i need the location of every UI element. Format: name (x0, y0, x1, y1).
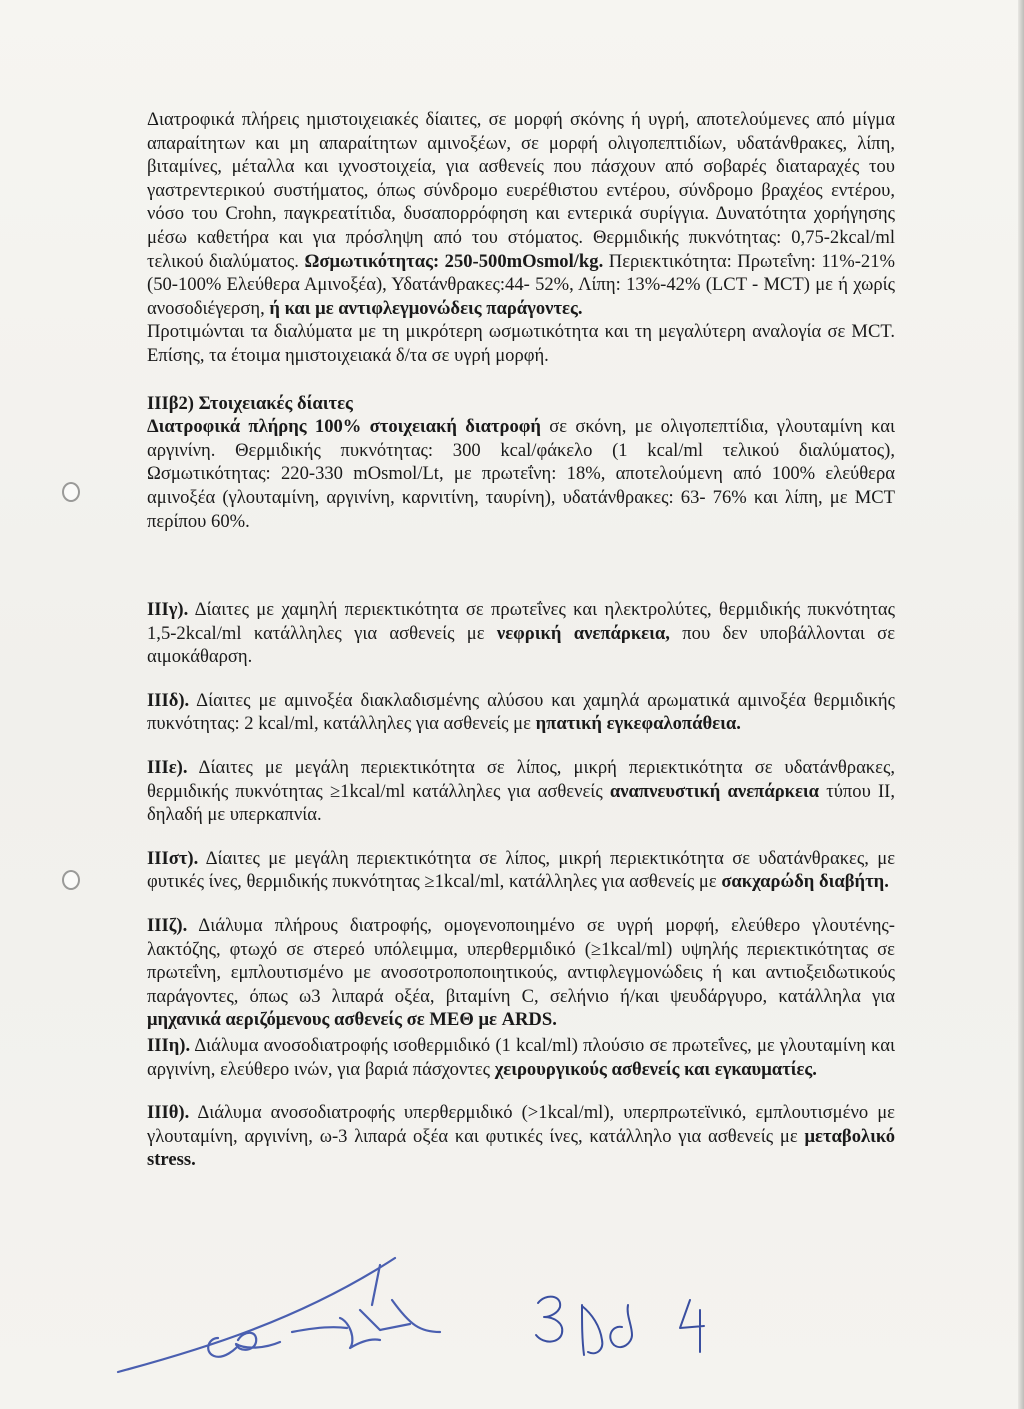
section-epsilon (147, 756, 895, 827)
paragraph-text: Διάλυμα ανοσοδιατροφής υπερθερμιδικό (>1kcal/ml), υπερπρωτεϊνικό, εμπλουτισμένο με γλουταμίνη, αργινίνη, ω-3 λιπαρά οξέα και φυτικές ίνες, κατάλληλο για ασθενείς με (147, 1102, 895, 1147)
elemental-bold: Διατροφικά πλήρης 100% στοιχειακή διατροφή (147, 416, 541, 438)
section-stigma (147, 847, 895, 894)
document-body-lower (147, 598, 895, 1192)
signature-stroke (372, 1265, 380, 1305)
paragraph-preference (147, 320, 895, 367)
diabetes-bold: σακχαρώδη διαβήτη. (721, 871, 889, 893)
signature-stroke (208, 1338, 236, 1357)
paragraph-text: Δίαιτες με μεγάλη περιεκτικότητα σε λίπος, μικρή περιεκτικότητα σε υδατάνθρακες, με φυτικές ίνες, θερμιδικής πυκνότητας ≥1kcal/ml, κατάλληλες για ασθενείς με (147, 847, 896, 893)
section-label: ΙΙΙστ). (147, 847, 199, 869)
section-delta (147, 689, 895, 736)
document-body (147, 108, 895, 553)
digit-4-mark (680, 1300, 704, 1352)
paragraph-text: που δεν υποβάλλονται σε αιμοκάθαρση. (147, 622, 896, 668)
respiratory-bold: αναπνευστική ανεπάρκεια (609, 780, 820, 802)
section-heading: ΙΙΙβ2) Στοιχειακές δίαιτες (147, 392, 353, 414)
paragraph-text: Διατροφικά πλήρεις ημιστοιχειακές δίαιτες, σε μορφή σκόνης ή υγρή, αποτελούμενες από μίγμα απαραίτητων και μη απαραίτητων αμινοξέων, σε μορφή ολιγοπεπτιδίων, υδατάνθρακες, λίπη, βιταμίνες, μέταλλα και ιχνοστοιχεία, για ασθενείς που πάσχουν από σοβαρές διαταραχές του γαστρεντερικού συστήματος, όπως σύνδρομο ευερέθιστου εντέρου, σύνδρομο βραχέος εντέρου, νόσο του Crohn, παγκρεατίτιδα, δυσαπορρόφηση και εντερικά συρίγγια. Δυνατότητα χορήγησης μέσω καθετήρα και για πρόσληψη από του στόματος. Θερμιδικής πυκνότητας: 0,75-2kcal/ml τελικού διαλύματος. (147, 109, 895, 272)
section-zeta (147, 914, 895, 1032)
paragraph-semi-elemental (147, 108, 895, 320)
signature-stroke (392, 1300, 440, 1332)
signature-stroke (236, 1333, 280, 1350)
letter-n-mark (582, 1305, 602, 1355)
digit-3-mark (536, 1297, 562, 1342)
punch-hole (62, 870, 80, 890)
letter-d-mark (610, 1305, 632, 1347)
paragraph-text: Δίαιτες με αμινοξέα διακλαδισμένης αλύσου και χαμηλά αρωματικά αμινοξέα θερμιδικής πυκνότητας: 2 kcal/ml, κατάλληλες για ασθενείς με (147, 689, 895, 735)
osmolality-bold: Ωσμωτικότητας: 250-500mOsmol/kg. (304, 250, 604, 272)
signature-stroke (360, 1310, 410, 1330)
paragraph-text: Προτιμώνται τα διαλύματα με τη μικρότερη ωσμωτικότητα και τη μεγαλύτερη αναλογία σε MCT. Επίσης, τα έτοιμα ημιστοιχειακά δ/τα σε υγρή μορφή. (147, 321, 895, 366)
metabolic-bold: μεταβολικό stress. (147, 1125, 895, 1171)
surgical-bold: χειρουργικούς ασθενείς και εγκαυματίες. (494, 1058, 817, 1080)
paragraph-text: Διάλυμα ανοσοδιατροφής ισοθερμιδικό (1 kcal/ml) πλούσιο σε πρωτεΐνες, με γλουταμίνη και αργινίνη, ελεύθερο ινών, για βαριά πάσχοντες (147, 1034, 895, 1080)
signature-stroke (118, 1258, 395, 1372)
paragraph-text: Δίαιτες με χαμηλή περιεκτικότητα σε πρωτεΐνες και ηλεκτρολύτες, θερμιδικής πυκνότητας 1,5-2kcal/ml κατάλληλες για ασθενείς με (147, 599, 895, 644)
section-label: ΙΙΙζ). (147, 914, 188, 936)
section-label: ΙΙΙη). (147, 1034, 191, 1056)
handwritten-page-mark (536, 1297, 704, 1355)
anti-inflammatory-bold: ή και με αντιφλεγμονώδεις παράγοντες. (269, 297, 583, 319)
paragraph-text: Περιεκτικότητα: Πρωτεΐνη: 11%-21% (50-100% Ελεύθερα Αμινοξέα), Υδατάνθρακες:44- 52%, Λίπη: 13%-42% (LCT - MCT) με ή χωρίς ανοσοδιέγερση, (147, 250, 895, 319)
paragraph-text: τύπου ΙΙ, δηλαδή με υπερκαπνία. (147, 780, 896, 826)
paragraph-text: Διάλυμα πλήρους διατροφής, ομογενοποιημένο σε υγρή μορφή, ελεύθερο γλουτένης-λακτόζης, φτωχό σε στερεό υπόλειμμα, υπερθερμιδικό (≥1kcal/ml) υψηλής περιεκτικότητας σε πρωτεΐνη, εμπλουτισμένο με ανοσοτροποποιητικούς, αντιφλεγμονώδεις ή και αντιοξειδωτικούς παράγοντες, όπως ω3 λιπαρά οξέα, βιταμίνη C, σελήνιο ή/και ψευδάργυρο, κατάλληλα για (147, 914, 895, 1007)
paragraph-text: σε σκόνη, με ολιγοπεπτίδια, γλουταμίνη και αργινίνη. Θερμιδικής πυκνότητας: 300 kcal/φάκελο (1 kcal/ml τελικού διαλύματος), Ωσμωτικότητας: 220-330 mOsmol/Lt, με πρωτεΐνη: 18%, αποτελούμενη από 100% ελεύθερα αμινοξέα (γλουταμίνη, αργινίνη, καρνιτίνη, ταυρίνη), υδατάνθρακες: 63- 76% και λίπη, με MCT περίπου 60%. (147, 416, 895, 532)
section-gamma (147, 598, 895, 669)
section-b2 (147, 392, 895, 534)
signature-stroke (292, 1327, 347, 1332)
punch-hole (62, 482, 80, 502)
renal-bold: νεφρική ανεπάρκεια, (496, 622, 670, 644)
icu-bold: μηχανικά αεριζόμενους ασθενείς σε ΜΕΘ με ARDS. (147, 1009, 557, 1031)
paragraph-text: Δίαιτες με μεγάλη περιεκτικότητα σε λίπος, μικρή περιεκτικότητα σε υδατάνθρακες, θερμιδικής πυκνότητας ≥1kcal/ml κατάλληλες για ασθενείς (147, 756, 896, 802)
signature-stroke (340, 1318, 380, 1348)
hepatic-bold: ηπατική εγκεφαλοπάθεια. (535, 713, 741, 735)
section-theta (147, 1101, 895, 1172)
section-label: ΙΙΙδ). (147, 689, 190, 711)
section-label: ΙΙΙε). (147, 756, 188, 778)
section-label: ΙΙΙθ). (147, 1102, 190, 1124)
page-edge (1018, 0, 1024, 1409)
section-label: ΙΙΙγ). (147, 599, 189, 620)
section-eta (147, 1034, 895, 1081)
